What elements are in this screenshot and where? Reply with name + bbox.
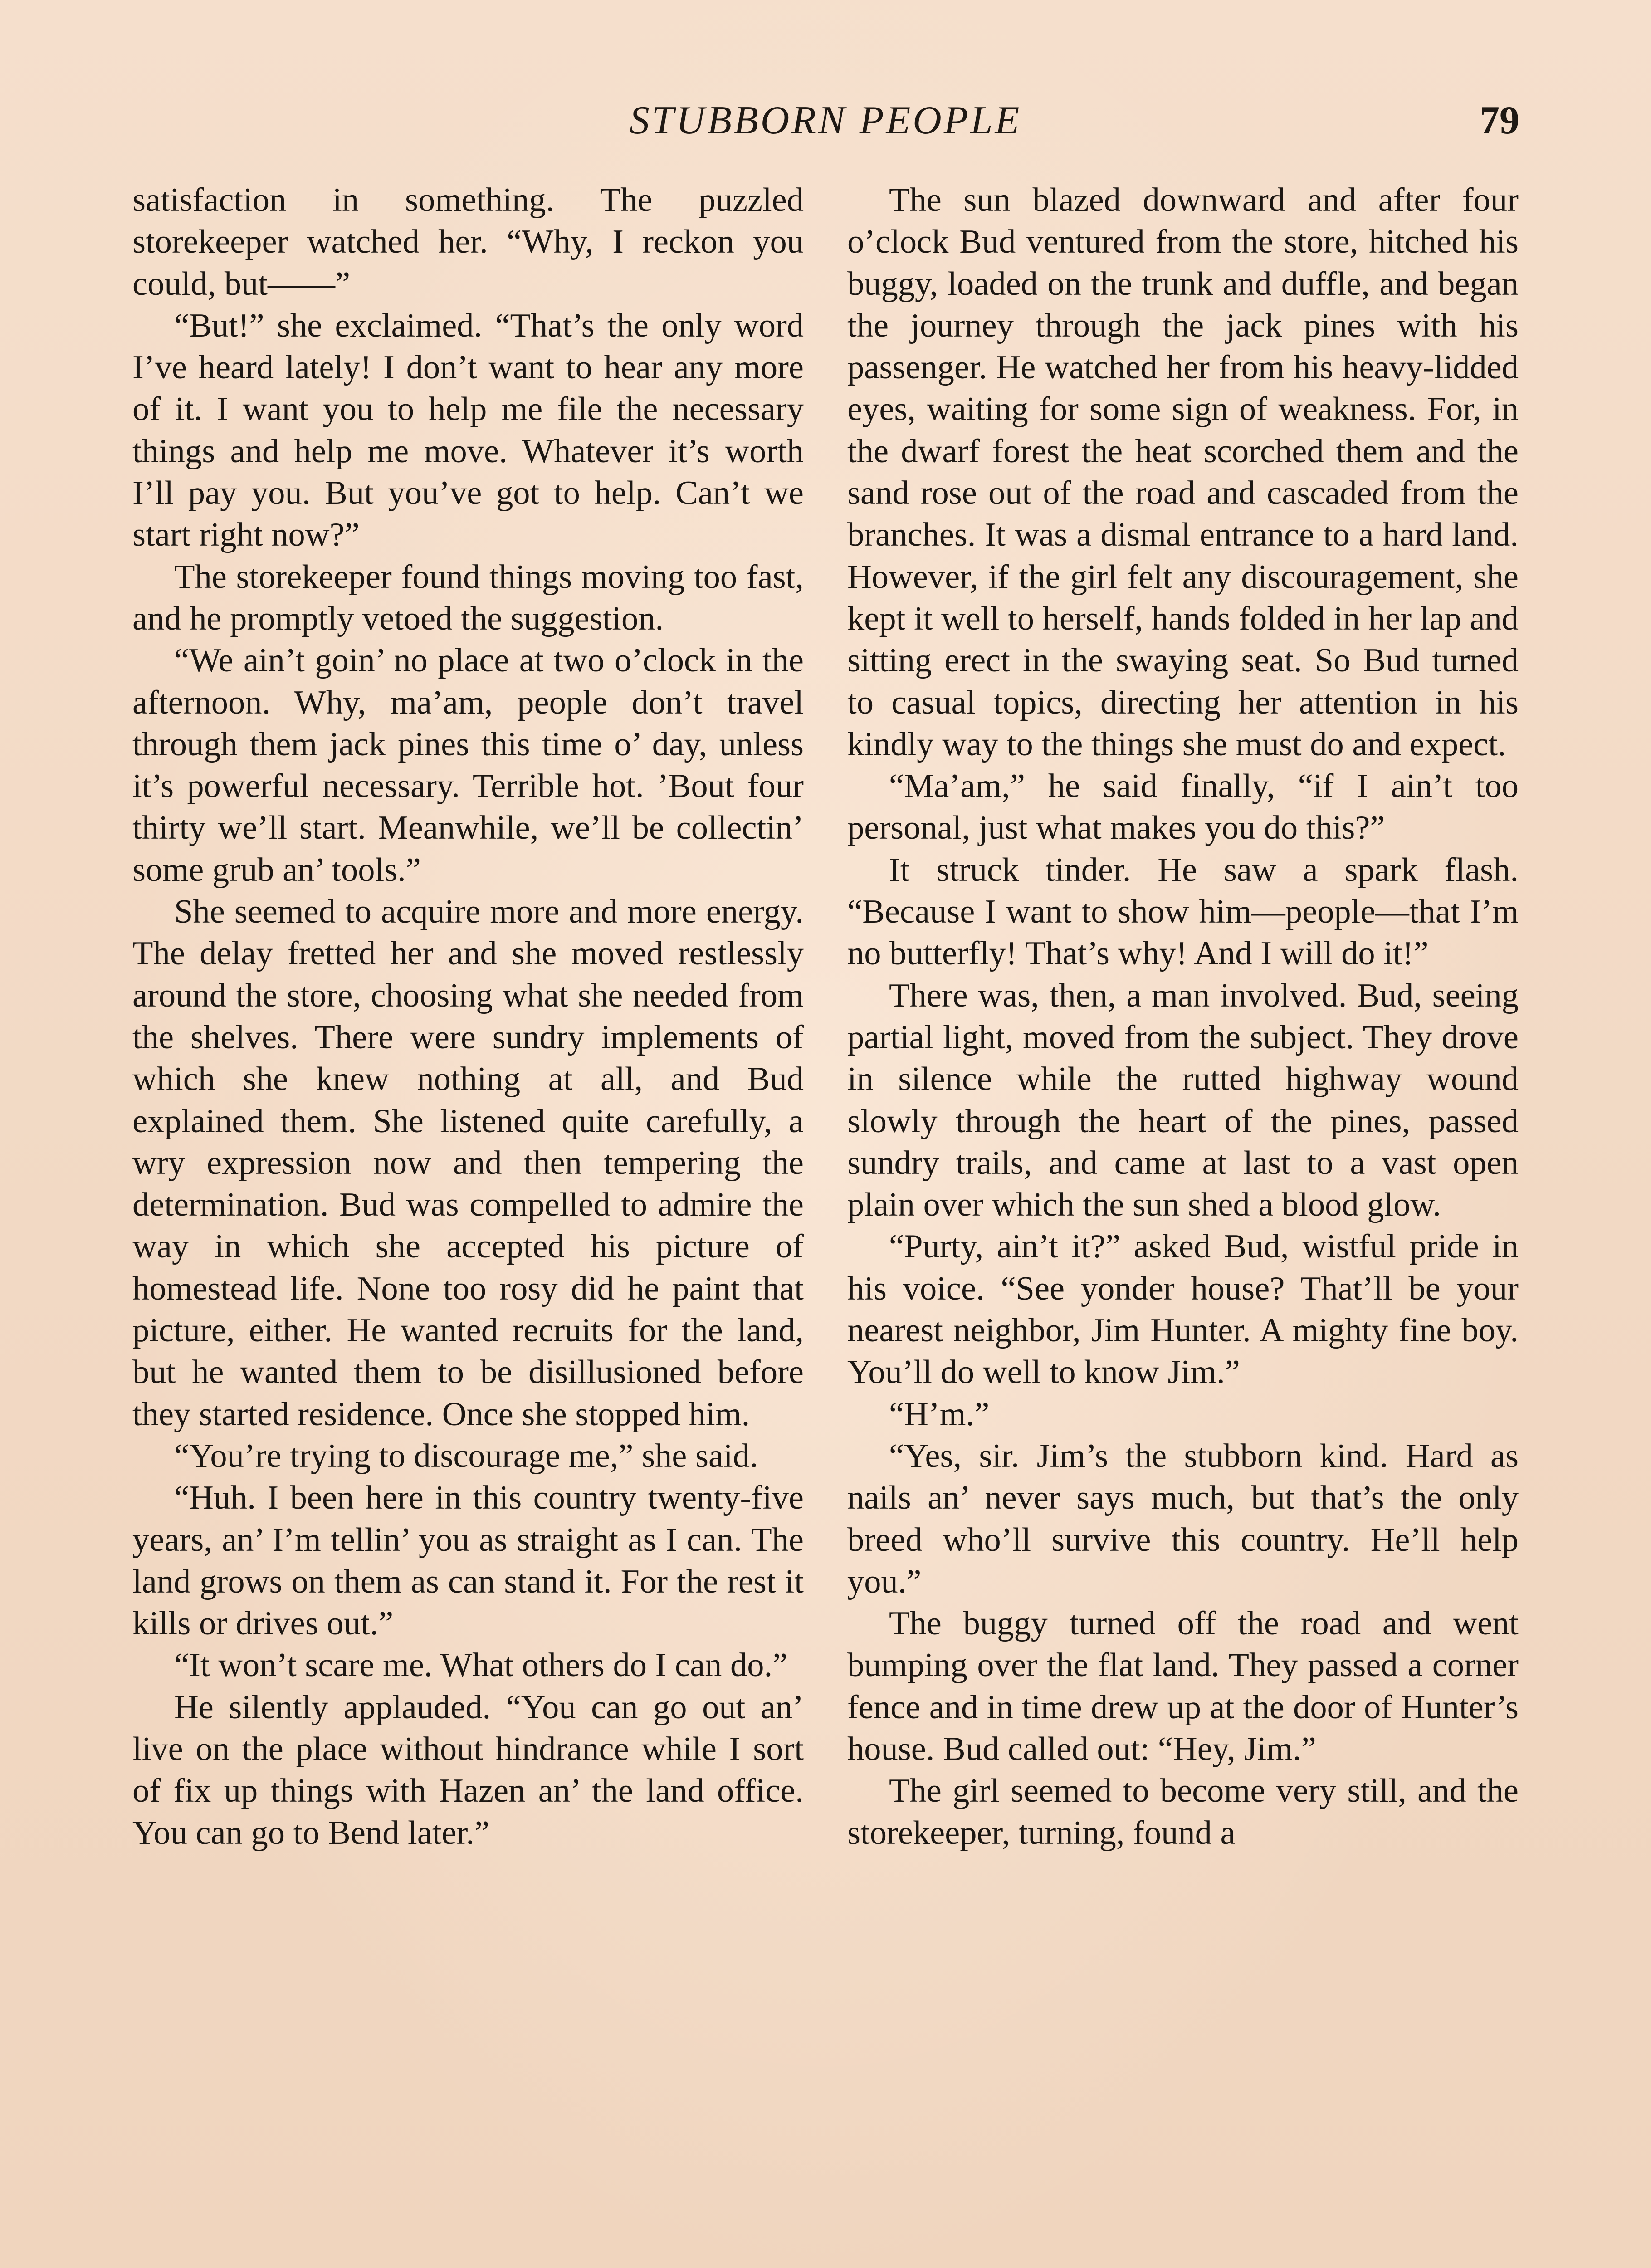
paragraph: “You’re trying to discourage me,” she said. [174, 1437, 758, 1475]
paragraph: The buggy turned off the road and went bumping over the flat land. They passed a corner fence and in time drew up at the door of Hunter’s house. Bud called out: “Hey, Jim.” [847, 1605, 1519, 1768]
page-number: 79 [1480, 98, 1519, 142]
paragraph: It struck tinder. He saw a spark flash. “Because I want to show him—people—that I’m no butterfly! That’s why! And I will do it!” [847, 851, 1519, 973]
paragraph: The storekeeper found things moving too fast, and he promptly vetoed the suggestion. [132, 558, 804, 637]
paragraph: “Purty, ain’t it?” asked Bud, wistful pride in his voice. “See yonder house? That’ll be your nearest neighbor, Jim Hunter. A mighty fine boy. You’ll do well to know Jim.” [847, 1228, 1519, 1391]
paragraph: “Huh. I been here in this country twenty-five years, an’ I’m tellin’ you as straight as I can. The land grows on them as can stand it. For the rest it kills or drives out.” [132, 1479, 804, 1642]
right-column [847, 179, 1519, 1854]
paragraph: The sun blazed downward and after four o’clock Bud ventured from the store, hitched his buggy, loaded on the trunk and duffle, and began the journey through the jack pines with his passenger. He watched her from his heavy-lidded eyes, waiting for some sign of weakness. For, in the dwarf forest the heat scorched them and the sand rose out of the road and cascaded from the branches. It was a dismal entrance to a hard land. However, if the girl felt any discouragement, she kept it well to herself, hands folded in her lap and sitting erect in the swaying seat. So Bud turned to casual topics, directing her attention in his kindly way to the things she must do and expect. [847, 181, 1519, 763]
paragraph: “It won’t scare me. What others do I can do.” [174, 1647, 788, 1684]
paragraph: “We ain’t goin’ no place at two o’clock in the afternoon. Why, ma’am, people don’t travel through them jack pines this time o’ day, unless it’s powerful necessary. Terrible hot. ’Bout four thirty we’ll start. Meanwhile, we’ll be collectin’ some grub an’ tools.” [132, 642, 804, 889]
paragraph: She seemed to acquire more and more energy. The delay fretted her and she moved restlessly around the store, choosing what she needed from the shelves. There were sundry implements of which she knew nothing at all, and Bud explained them. She listened quite carefully, a wry expression now and then tempering the determination. Bud was compelled to admire the way in which she accepted his picture of homestead life. None too rosy did he paint that picture, either. He wanted recruits for the land, but he wanted them to be disillusioned before they started residence. Once she stopped him. [132, 893, 804, 1433]
paragraph: He silently applauded. “You can go out an’ live on the place without hindrance while I sort of fix up things with Hazen an’ the land office. You can go to Bend later.” [132, 1688, 804, 1852]
paragraph: “Yes, sir. Jim’s the stubborn kind. Hard as nails an’ never says much, but that’s the only breed who’ll survive this country. He’ll help you.” [847, 1437, 1519, 1600]
paragraph: “Ma’am,” he said finally, “if I ain’t too personal, just what makes you do this?” [847, 767, 1519, 847]
paragraph: “H’m.” [889, 1395, 990, 1433]
paragraph: satisfaction in something. The puzzled storekeeper watched her. “Why, I reckon you could, but——” [132, 181, 804, 303]
running-title: STUBBORN PEOPLE [629, 98, 1022, 142]
paragraph: The girl seemed to become very still, and the storekeeper, turning, found a [847, 1772, 1519, 1852]
paragraph: “But!” she exclaimed. “That’s the only word I’ve heard lately! I don’t want to hear any more of it. I want you to help me file the necessary things and help me move. Whatever it’s worth I’ll pay you. But you’ve got to help. Can’t we start right now?” [132, 307, 804, 554]
left-column [132, 179, 804, 1854]
paragraph: There was, then, a man involved. Bud, seeing partial light, moved from the subject. They drove in silence while the rutted highway wound slowly through the heart of the pines, passed sundry trails, and came at last to a vast open plain over which the sun shed a blood glow. [847, 977, 1519, 1224]
